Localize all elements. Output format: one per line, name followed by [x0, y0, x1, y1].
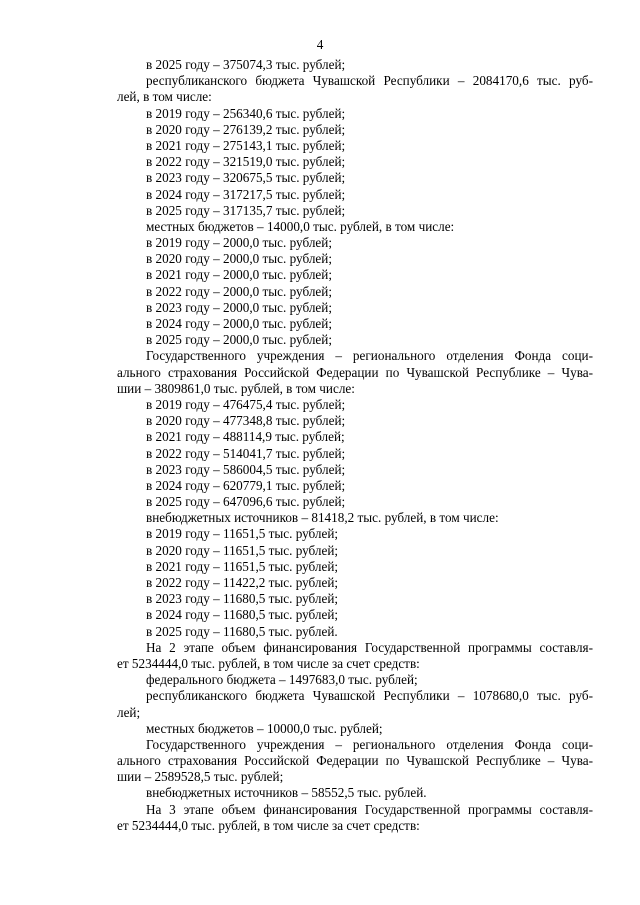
text-line: в 2020 году – 477348,8 тыс. рублей;: [146, 413, 346, 429]
text-line: в 2021 году – 488114,9 тыс. рублей;: [146, 429, 345, 445]
text-line: в 2022 году – 11422,2 тыс. рублей;: [146, 575, 339, 590]
text-line: в 2025 году – 375074,3 тыс. рублей;: [146, 57, 346, 72]
text-line: федерального бюджета – 1497683,0 тыс. рублей;: [146, 672, 418, 688]
text-line: в 2024 году – 11680,5 тыс. рублей;: [146, 607, 339, 623]
text-line: На 3 этапе объем финансирования Государственной программы составля-: [146, 801, 593, 817]
text-line: в 2025 году – 2000,0 тыс. рублей;: [146, 332, 332, 348]
text-line: На 2 этапе объем финансирования Государственной программы составля-: [146, 639, 593, 655]
text-line: ет 5234444,0 тыс. рублей, в том числе за счет средств:: [117, 655, 420, 671]
text-line: внебюджетных источников – 81418,2 тыс. рублей, в том числе:: [146, 510, 499, 526]
text-line: в 2020 году – 2000,0 тыс. рублей;: [146, 251, 332, 267]
text-line: в 2025 году – 647096,6 тыс. рублей;: [146, 494, 346, 510]
text-line: в 2024 году – 2000,0 тыс. рублей;: [146, 316, 332, 331]
text-line: в 2022 году – 514041,7 тыс. рублей;: [146, 445, 346, 461]
text-line: в 2025 году – 11680,5 тыс. рублей.: [146, 623, 338, 639]
text-line: в 2019 году – 256340,6 тыс. рублей;: [146, 105, 346, 121]
text-line: в 2023 году – 2000,0 тыс. рублей;: [146, 299, 332, 315]
text-line: в 2019 году – 11651,5 тыс. рублей;: [146, 526, 339, 542]
text-line: в 2021 году – 2000,0 тыс. рублей;: [146, 267, 332, 283]
text-line: в 2025 году – 317135,7 тыс. рублей;: [146, 202, 346, 218]
text-line: местных бюджетов – 14000,0 тыс. рублей, в том числе:: [146, 218, 455, 234]
text-line: в 2021 году – 275143,1 тыс. рублей;: [146, 137, 346, 153]
text-line: лей, в том числе:: [117, 89, 212, 105]
text-line: в 2020 году – 11651,5 тыс. рублей;: [146, 542, 339, 558]
text-line: республиканского бюджета Чувашской Республики – 2084170,6 тыс. руб-: [146, 73, 593, 89]
text-line: лей;: [117, 704, 141, 720]
text-line: республиканского бюджета Чувашской Республики – 1078680,0 тыс. руб-: [146, 688, 593, 704]
document-body: [117, 57, 593, 834]
text-line: местных бюджетов – 10000,0 тыс. рублей;: [146, 720, 383, 736]
page-number: 4: [316, 37, 324, 52]
text-line: в 2024 году – 620779,1 тыс. рублей;: [146, 477, 346, 493]
text-line: Государственного учреждения – регионального отделения Фонда соци-: [146, 736, 593, 752]
text-line: шии – 2589528,5 тыс. рублей;: [117, 769, 284, 785]
text-line: в 2024 году – 317217,5 тыс. рублей;: [146, 186, 346, 202]
text-line: в 2022 году – 2000,0 тыс. рублей;: [146, 283, 332, 299]
text-line: ального страхования Российской Федерации по Чувашской Республике – Чува-: [117, 364, 593, 380]
text-line: ет 5234444,0 тыс. рублей, в том числе за счет средств:: [117, 817, 420, 833]
text-line: в 2019 году – 2000,0 тыс. рублей;: [146, 235, 332, 251]
text-line: в 2023 году – 11680,5 тыс. рублей;: [146, 591, 339, 607]
text-line: в 2023 году – 320675,5 тыс. рублей;: [146, 170, 346, 186]
text-line: в 2023 году – 586004,5 тыс. рублей;: [146, 461, 346, 477]
text-line: в 2020 году – 276139,2 тыс. рублей;: [146, 121, 346, 137]
text-line: внебюджетных источников – 58552,5 тыс. рублей.: [146, 785, 427, 801]
text-line: шии – 3809861,0 тыс. рублей, в том числе:: [117, 380, 355, 396]
text-line: в 2019 году – 476475,4 тыс. рублей;: [146, 396, 346, 412]
text-line: в 2022 году – 321519,0 тыс. рублей;: [146, 154, 346, 170]
text-line: Государственного учреждения – регионального отделения Фонда соци-: [146, 348, 593, 364]
text-line: ального страхования Российской Федерации по Чувашской Республике – Чува-: [117, 753, 593, 769]
text-line: в 2021 году – 11651,5 тыс. рублей;: [146, 558, 339, 574]
